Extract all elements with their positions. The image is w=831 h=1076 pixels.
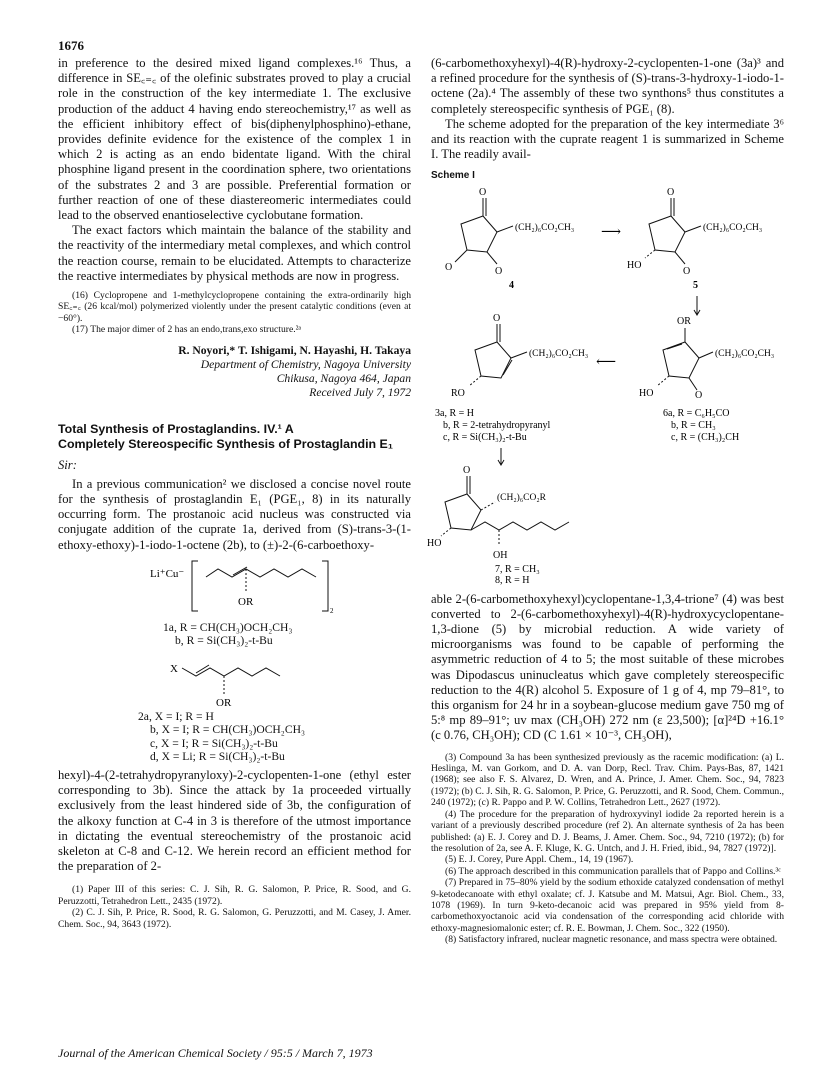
compound-label-3c: c, R = Si(CH₃)₂-t-Bu <box>443 431 527 443</box>
body-paragraph: hexyl)-4-(2-tetrahydropyranyloxy)-2-cyclopenten-1-one (ethyl ester corresponding to 3b). Since the attack by 1a proceeded virtually exclusively from the least hindered side of 3b, the configuration of the alkoxy function at C-4 in 3 is therefore of the utmost importance in dictating the eventual stereochemistry of the prostanoic acid skeleton at C-8 and C-12. We herein record an efficient method for the preparation of 2- <box>58 767 411 874</box>
svg-text:O: O <box>479 186 487 198</box>
body-paragraph: (6-carbomethoxyhexyl)-4(R)-hydroxy-2-cyclopenten-1-one (3a)³ and a refined procedure for the synthesis of (S)-trans-3-hydroxy-1-iodo-1-octene (2a).⁴ The assembly of these two synthons⁵ thus constitutes a completely stereospecific synthesis of PGE₁ (8). <box>431 56 784 116</box>
received-date: Received July 7, 1972 <box>309 385 411 399</box>
salutation: Sir: <box>58 457 77 472</box>
footnote-8: (8) Satisfactory infrared, nuclear magnetic resonance, and mass spectra were obtained. <box>445 934 778 946</box>
compound-label-6c: c, R = (CH₃)₂CH <box>671 431 740 443</box>
svg-text:HO: HO <box>639 387 654 399</box>
footnote-2: (2) C. J. Sih, P. Price, R. Sood, R. G. Salomon, G. Peruzzotti, and M. Casey, J. Amer. Chem. Soc., 94, 3643 (1972). <box>58 907 411 930</box>
journal-footer: Journal of the American Chemical Society / 95:5 / March 7, 1973 <box>58 1046 373 1060</box>
body-paragraph: The scheme adopted for the preparation of the key intermediate 3⁶ and its reaction with the cuprate reagent 1 is summarized in Scheme I. The readily avail- <box>431 116 784 162</box>
compound-3-structure <box>451 313 527 399</box>
formula-label: b, X = I; R = CH(CH₃)OCH₂CH₃ <box>150 723 305 737</box>
substituent-chain: (CH₂)₆CO₂R <box>497 492 546 503</box>
svg-text:HO: HO <box>427 537 442 549</box>
body-paragraph: able 2-(6-carbomethoxyhexyl)cyclopentane-1,3,4-trione⁷ (4) was best converted to 2-(6-carbomethoxyhexyl)-4(R)-hydroxycyclopentane-1,3-dione (5) by microbial reduction. A wide variety of microorganisms was found to be capable of performing the asymmetric reduction of 4 to 5; the most suitable of these microbes was Dipodascus uninucleatus which gave completely stereospecific reduction to the 4(R) alcohol 5. Exposure of 1 g of 4, mp 79–81°, to this organism for 24 hr in a soybean-glucose medium gave 750 mg of 5:⁸ mp 89–91°; uv max (CH₃OH) 272 nm (ε 23,500); [α]²⁴D +16.1° (c 0.76, CH₃OH); CD (C 1.61 × 10⁻³, CH₃OH), <box>431 591 784 743</box>
formula-label: 2a, X = I; R = H <box>138 709 214 723</box>
footnote-6: (6) The approach described in this communication parallels that of Pappo and Collins.³ᶜ <box>445 865 781 877</box>
footnote-7: (7) Prepared in 75–80% yield by the sodium ethoxide catalyzed condensation of methyl 9-ketodecanoate with ethyl oxalate; cf. J. Katsube and M. Matsui, Agr. Biol. Chem., 33, 1078 (1969). In turn 9-keto-decanoic acid was prepared in 95% yield from 8-carbomethoxyoctanoic acid via condensation of the corresponding acid chloride with ethoxy-magnesiomalonic ester; cf. R. E. Bowman, J. Chem. Soc., 322 (1950). <box>431 877 784 934</box>
svg-text:O: O <box>495 265 503 277</box>
svg-text:O: O <box>667 186 675 198</box>
title-line: Completely Stereospecific Synthesis of Prostaglandin E₁ <box>58 436 393 451</box>
svg-text:O: O <box>445 261 453 273</box>
substituent-chain: (CH₂)₆CO₂CH₃ <box>529 348 589 359</box>
article-title <box>58 422 411 452</box>
footnote-1: (1) Paper III of this series: C. J. Sih, R. G. Salomon, P. Price, R. Sood, and G. Peruzzotti, Tetrahedron Lett., 2435 (1972). <box>58 884 411 907</box>
compound-label-6a: 6a, R = C₆H₅CO <box>663 407 730 419</box>
svg-text:X: X <box>169 662 178 675</box>
affiliation-department: Department of Chemistry, Nagoya University <box>200 357 411 371</box>
compound-label-8: 8, R = H <box>495 574 530 586</box>
footnote-5: (5) E. J. Corey, Pure Appl. Chem., 14, 19 (1967). <box>445 854 634 866</box>
body-paragraph: in preference to the desired mixed ligand complexes.¹⁶ Thus, a difference in SE꜀₌꜀ of the olefinic substrates proved to play a crucial role in the construction of the key intermediate 1. The exclusive production of the adduct 4 having endo stereochemistry,¹⁷ as well as the efficient inhibitory effect of bis(diphenylphosphino)-ethane, provides definite evidence for the existence of the complex 1 in which 2 is acting as an endo bidentate ligand. With the chiral phosphine ligand present in the coordination sphere, two orientations of the substrates 2 and 3 are possible. Preferential formation or further reaction of one of these diastereomeric intermediates could lead to the observed enantioselective cyclobutane formation. <box>58 56 411 223</box>
formula-label: d, X = Li; R = Si(CH₃)₂-t-Bu <box>150 750 285 764</box>
compound-5-structure <box>627 187 701 277</box>
footnotes-top <box>58 290 411 336</box>
svg-text:OR: OR <box>215 696 231 709</box>
compound-6-structure <box>639 316 713 401</box>
left-column <box>58 56 411 930</box>
compound-label-3b: b, R = 2-tetrahydropyranyl <box>443 419 551 431</box>
formula-list-2 <box>138 710 411 764</box>
cuprate-structure-diagram <box>110 555 360 619</box>
footnote-16: (16) Cyclopropene and 1-methylcyclopropene containing the extra-ordinarily high SE꜀₌꜀ (26 kcal/mol) polymerized violently under the present catalytic conditions (even at −60°). <box>58 290 411 324</box>
footnotes-right <box>431 752 784 946</box>
footnotes-bottom <box>58 884 411 930</box>
body-paragraph: In a previous communication² we disclosed a concise novel route for the synthesis of prostaglandin E₁ (PGE₁, 8) in its naturally occurring form. The prostanoic acid nucleus was constructed via conjugate addition of the cuprate 1a, derived from (S)-trans-3-(1-ethoxy-ethoxy)-1-iodo-1-octene (2b), to (±)-2-(6-carboethoxy- <box>58 476 411 552</box>
svg-text:⟶: ⟶ <box>601 224 622 240</box>
scheme-diagram <box>427 184 784 586</box>
svg-text:OR: OR <box>237 595 253 608</box>
formula-label: b, R = Si(CH₃)₂-t-Bu <box>175 634 273 648</box>
page-number: 1676 <box>58 38 84 53</box>
svg-text:RO: RO <box>451 387 465 399</box>
footnote-3: (3) Compound 3a has been synthesized previously as the racemic modification: (a) L. Heslinga, M. van Gorkom, and D. A. van Dorp, Recl. Trav. Chim. Pays-Bas, 87, 1421 (1968); see also F. S. Alvarez, D. Wren, and A. Prince, J. Amer. Chem. Soc., 94, 7823 (1972); (b) C. J. Sih, R. G. Salomon, P. Price, G. Peruzzotti, and R. Sood, Chem. Commun., 240 (1972); (c) R. Pappo and P. W. Collins, Tetrahedron Lett., 2627 (1972). <box>431 751 784 809</box>
compound-4-structure <box>445 187 513 277</box>
compound-7-8-structure <box>427 465 569 561</box>
svg-text:Li⁺Cu⁻: Li⁺Cu⁻ <box>149 567 184 580</box>
formula-list-1 <box>163 621 411 648</box>
compound-label-5: 5 <box>693 279 698 291</box>
affiliation-address: Chikusa, Nagoya 464, Japan <box>276 371 411 385</box>
vinyl-iodide-structure-diagram <box>110 652 360 708</box>
svg-text:O: O <box>695 389 703 401</box>
scheme-svg <box>427 184 784 586</box>
formula-label: 1a, R = CH(CH₃)OCH₂CH₃ <box>163 620 293 634</box>
svg-text:OR: OR <box>677 315 691 327</box>
formula-label: c, X = I; R = Si(CH₃)₂-t-Bu <box>150 736 278 750</box>
compound-label-7: 7, R = CH₃ <box>495 563 540 575</box>
svg-text:O: O <box>493 312 501 324</box>
right-column <box>427 56 784 946</box>
body-paragraph: The exact factors which maintain the balance of the stability and the reactivity of the intermediary metal complexes, and which control the reaction course, remain to be elucidated. Attempts to characterize the reactive intermediates by physical methods are now in progress. <box>58 223 411 283</box>
author-block <box>58 344 411 400</box>
substituent-chain: (CH₂)₆CO₂CH₃ <box>515 222 575 233</box>
svg-text:O: O <box>463 464 471 476</box>
authors: R. Noyori,* T. Ishigami, N. Hayashi, H. Takaya <box>178 343 411 357</box>
footnote-4: (4) The procedure for the preparation of hydroxyvinyl iodide 2a reported herein is a variant of a previously described procedure (ref 2). An alternate synthesis of 2a has been published: (a) E. J. Corey and D. J. Beams, J. Amer. Chem. Soc., 94, 7210 (1972); (b) for the resolution of 2a, see A. F. Kluge, K. G. Untch, and J. H. Fried, ibid., 94, 7827 (1972)]. <box>431 808 784 854</box>
compound-label-4: 4 <box>509 279 514 291</box>
substituent-chain: (CH₂)₆CO₂CH₃ <box>715 348 775 359</box>
compound-label-6b: b, R = CH₃ <box>671 419 716 431</box>
svg-text:OH: OH <box>493 549 508 561</box>
svg-text:2: 2 <box>329 606 333 615</box>
title-line: Total Synthesis of Prostaglandins. IV.¹ A <box>58 421 294 436</box>
footnote-17: (17) The major dimer of 2 has an endo,trans,exo structure.²ᵃ <box>72 324 302 336</box>
compound-label-3a: 3a, R = H <box>435 407 474 419</box>
substituent-chain: (CH₂)₆CO₂CH₃ <box>703 222 763 233</box>
svg-text:HO: HO <box>627 259 642 271</box>
scheme-label: Scheme I <box>431 170 475 182</box>
svg-text:O: O <box>683 265 691 277</box>
svg-text:⟵: ⟵ <box>596 354 617 370</box>
